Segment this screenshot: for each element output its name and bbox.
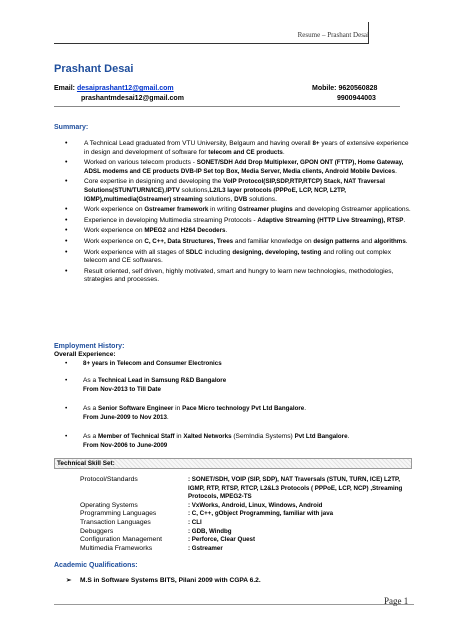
summary-item xyxy=(54,159,414,176)
text: and xyxy=(166,227,181,235)
text: and developing Gstreamer applications. xyxy=(292,206,411,214)
academic-title: Academic Qualifications: xyxy=(54,562,138,569)
bullet-icon: • xyxy=(65,237,68,245)
text: and familiar knowledge on xyxy=(233,237,314,245)
summary-item xyxy=(54,217,414,226)
bold-text: designing, developing, testing xyxy=(232,248,322,256)
email-link-primary[interactable]: desaiprashant12@gmail.com xyxy=(76,85,174,92)
bullet-icon: • xyxy=(65,248,68,256)
skill-category: Protocol/Standards xyxy=(80,476,138,483)
skill-value: : CLI xyxy=(188,518,202,526)
text: As a xyxy=(83,433,99,441)
bold-text: MPEG2 xyxy=(144,227,167,235)
bullet-icon: • xyxy=(65,227,68,235)
contact-divider xyxy=(54,106,400,107)
mobile-block xyxy=(312,84,377,103)
bold-text: Gstreamer framework xyxy=(144,206,209,214)
text: Experience in developing Multimedia streaming Protocols - xyxy=(84,216,258,224)
skill-row xyxy=(80,528,410,537)
text: solutions, xyxy=(202,195,235,203)
text: . xyxy=(166,413,169,421)
bold-text: H264 Decoders xyxy=(180,227,226,235)
bullet-icon: • xyxy=(65,216,68,224)
summary-item xyxy=(54,140,414,157)
bold-text: Pace Micro technology Pvt Ltd Bangalore xyxy=(182,405,305,413)
bold-text: From June-2009 to Nov 2013 xyxy=(83,413,167,421)
skill-set-title: Technical Skill Set: xyxy=(57,460,115,467)
email-label: Email: xyxy=(54,85,77,92)
summary-item xyxy=(54,249,414,266)
text: . xyxy=(225,227,228,235)
job-item xyxy=(54,377,414,394)
arrow-bullet-icon: ➢ xyxy=(66,577,72,584)
text: and xyxy=(359,237,375,245)
email-secondary[interactable]: prashantmdesai12@gmail.com xyxy=(81,94,184,102)
skill-row xyxy=(80,510,410,519)
bold-text: Xalted Networks xyxy=(183,433,232,441)
text: in xyxy=(173,405,183,413)
skill-value: : C, C++, gObject Programming, familiar with java xyxy=(188,510,334,518)
email-block xyxy=(54,84,184,103)
employment-title: Employment History: xyxy=(54,343,125,350)
bullet-icon: • xyxy=(65,360,68,367)
overall-experience-item xyxy=(54,360,414,369)
bold-text: Senior Software Engineer xyxy=(98,405,174,413)
text: years of extensive experience in design and development of software for xyxy=(84,140,409,156)
skill-category: Debuggers xyxy=(80,527,114,535)
text: solutions. xyxy=(247,195,277,203)
skill-value: : Gstreamer xyxy=(188,544,223,552)
skill-category: Transaction Languages xyxy=(80,518,151,526)
skill-value: : GDB, Windbg xyxy=(188,527,232,535)
text: . xyxy=(304,405,307,413)
bold-text: 8+ xyxy=(312,140,320,147)
text: Core expertise in designing and developing the xyxy=(84,178,224,186)
skill-row xyxy=(80,536,410,545)
skill-category: Configuration Management xyxy=(80,536,162,544)
text: . xyxy=(282,148,285,156)
bold-text: algorithms xyxy=(374,237,406,245)
text: Result oriented, self driven, highly motivated, smart and hungry to learn new technologies, methodologies, strategies and processes. xyxy=(84,267,394,284)
skill-category: Operating Systems xyxy=(80,501,138,509)
text: Worked on various telecom products - xyxy=(84,159,197,167)
summary-item xyxy=(54,227,414,236)
summary-title: Summary: xyxy=(54,124,89,131)
skill-set-bar xyxy=(54,458,412,469)
job-item xyxy=(54,433,414,450)
text: As a xyxy=(83,377,99,384)
text: . xyxy=(347,433,350,441)
text: in xyxy=(174,433,184,441)
text: including xyxy=(202,248,233,256)
summary-item xyxy=(54,268,414,285)
bold-text: Member of Technical Staff xyxy=(98,433,175,441)
text: . xyxy=(395,167,397,175)
text: (SemIndia Systems) xyxy=(231,433,295,441)
text: , xyxy=(164,186,166,194)
overall-experience-label: Overall Experience: xyxy=(54,351,116,358)
text: Work experience on xyxy=(84,206,145,214)
text: . xyxy=(403,216,406,224)
skill-value: : Perforce, Clear Quest xyxy=(188,536,256,544)
text: in writing xyxy=(208,206,239,214)
overall-experience-list xyxy=(54,360,414,369)
mobile-secondary: 9900944003 xyxy=(337,94,376,102)
summary-list xyxy=(54,140,414,287)
skill-value: : SONET/SDH, VOIP (SIP, SDP), NAT Traversals (STUN, TURN, ICE) L2TP, IGMP, RTP, RTSP, RTCP, L2&L3 Protocols ( PPPoE, LCP, NCP) ,Streaming Protocols, MPEG2-TS xyxy=(188,476,403,501)
bullet-icon: • xyxy=(65,140,68,147)
bold-text: telecom and CE products xyxy=(208,148,283,156)
text: Work experience on xyxy=(84,227,145,235)
summary-item xyxy=(54,178,414,204)
bold-text: VoIP Protocol(SIP,SDP,RTP,RTCP) Stack, NAT Traversal Solutions(STUN/TURN/ICE) xyxy=(84,178,385,194)
bullet-icon: • xyxy=(65,405,68,413)
bullet-icon: • xyxy=(65,267,68,275)
header-rule xyxy=(54,43,368,44)
text: . xyxy=(405,237,408,245)
skill-row xyxy=(80,502,410,511)
skill-value: : VxWorks, Android, Linux, Windows, Android xyxy=(188,501,323,509)
skill-row xyxy=(80,545,410,554)
skills-table xyxy=(80,476,410,553)
job-list xyxy=(54,377,414,462)
header-rule-vertical xyxy=(368,22,369,44)
bold-text: L2/L3 layer protocols (PPPoE, LCP, NCP, L2TP, IGMP),multimedia(Gstreamer) streaming xyxy=(84,186,346,203)
bold-text: From Nov-2006 to June-2009 xyxy=(83,441,168,449)
bold-text: design patterns xyxy=(313,237,360,245)
text: and rolling out complex telecom and CE softwares. xyxy=(84,248,391,265)
skill-row xyxy=(80,519,410,528)
bullet-icon: • xyxy=(65,433,68,441)
bold-text: Gstreamer plugins xyxy=(238,206,293,214)
skill-category: Multimedia Frameworks xyxy=(80,544,153,552)
job-item xyxy=(54,405,414,422)
bold-text: Adaptive Streaming (HTTP Live Streaming), RTSP xyxy=(257,216,404,224)
text: A Technical Lead graduated from VTU University, Belgaum and having overall xyxy=(84,140,313,147)
bold-text: DVB xyxy=(234,195,248,203)
bold-text: From Nov-2013 to Till Date xyxy=(83,385,161,393)
skill-category: Programming Languages xyxy=(80,510,157,518)
footer-rule xyxy=(54,604,414,605)
academic-item xyxy=(66,576,261,584)
mobile-primary: Mobile: 9620560828 xyxy=(312,85,378,92)
bold-text: C, C++, Data Structures, Trees xyxy=(144,237,234,245)
academic-item-text: M.S in Software Systems BITS, Pilani 2009 with CGPA 6.2. xyxy=(80,577,261,584)
summary-item xyxy=(54,206,414,215)
bullet-icon: • xyxy=(65,178,68,186)
page-header: Resume – Prashant Desai xyxy=(297,31,369,39)
bold-text: Pvt Ltd Bangalore xyxy=(294,433,348,441)
summary-item xyxy=(54,238,414,247)
bold-text: SDLC xyxy=(185,248,203,256)
bold-text: IPTV xyxy=(165,186,180,194)
bold-text: SONET/SDH Add Drop Multiplexer, GPON ONT (FTTP), Home Gateway, ADSL modems and CE products DVB-IP Set top Box, Media Server, Media clients, Android Mobile Devices xyxy=(84,159,404,175)
text: Work experience with all stages of xyxy=(84,248,186,256)
bullet-icon: • xyxy=(65,206,68,214)
bold-text: Technical Lead in Samsung R&D Bangalore xyxy=(98,377,227,384)
page-number: Page 1 xyxy=(384,596,409,606)
candidate-name: Prashant Desai xyxy=(54,63,134,75)
text: solutions, xyxy=(179,186,210,194)
bullet-icon: • xyxy=(65,159,68,167)
text: Work experience on xyxy=(84,237,145,245)
bullet-icon: • xyxy=(65,377,68,384)
skill-row xyxy=(80,476,410,502)
text: As a xyxy=(83,405,99,413)
bold-text: 8+ years in Telecom and Consumer Electronics xyxy=(83,360,222,367)
